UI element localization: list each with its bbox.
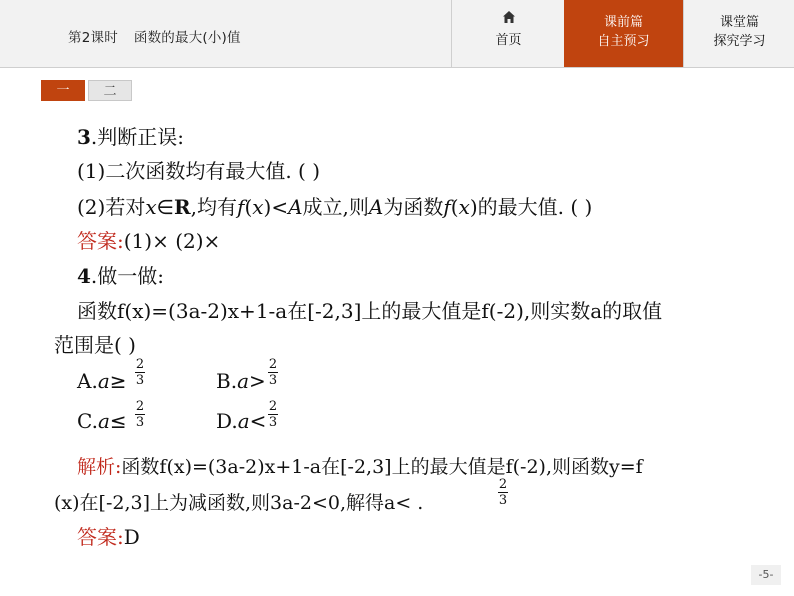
q3-item-2 <box>77 194 592 220</box>
var-a: a <box>237 409 250 433</box>
set-r: R <box>174 195 191 219</box>
option-letter: D. <box>216 409 238 433</box>
nav-home-label: 首页 <box>495 33 522 48</box>
q3-title <box>77 124 184 150</box>
var-x: x <box>458 195 470 219</box>
var-f: f <box>237 195 245 219</box>
lesson-number: 第2课时 <box>68 30 118 46</box>
element-of-symbol: ∈ <box>156 195 175 219</box>
q3-number: 3 <box>77 125 91 149</box>
var-f: f <box>443 195 451 219</box>
text-run: 成立,则 <box>302 195 369 219</box>
q4-stem-line-2: 范围是( ) <box>54 333 136 357</box>
var-a: a <box>97 409 110 433</box>
tab-section-1[interactable]: 一 <box>41 80 85 101</box>
analysis-line-2: (x)在[-2,3]上为减函数,则3a-2<0,解得a< . <box>54 492 424 514</box>
q3-item-1: (1)二次函数均有最大值. ( ) <box>77 159 321 183</box>
text-run: )< <box>263 195 289 219</box>
q4-stem-line-1: 函数f(x)=(3a-2)x+1-a在[-2,3]上的最大值是f(-2),则实数a的取值 <box>77 299 663 323</box>
page-number: -5- <box>751 565 781 585</box>
text-run: 为函数 <box>383 195 444 219</box>
option-a <box>77 368 127 394</box>
option-letter: C. <box>77 409 98 433</box>
q3-answer-text: (1)× (2)× <box>123 229 221 253</box>
text-run: ( <box>244 195 253 219</box>
operator: > <box>249 369 266 393</box>
fraction-denominator: 3 <box>268 415 278 430</box>
q3-answer <box>77 228 220 254</box>
option-letter: A. <box>77 369 98 393</box>
nav-in-class-label-2: 探究学习 <box>713 34 766 49</box>
fraction-numerator: 2 <box>268 357 278 372</box>
nav-pre-class-label-1: 课前篇 <box>603 15 643 30</box>
text-run: )的最大值. ( ) <box>469 195 593 219</box>
var-x: x <box>145 195 157 219</box>
operator: ≤ <box>109 409 127 433</box>
var-a: a <box>97 369 110 393</box>
fraction-denominator: 3 <box>135 373 145 388</box>
option-c-fraction <box>135 400 145 429</box>
q4-answer-text: D <box>123 525 140 549</box>
text-run: ,均有 <box>190 195 238 219</box>
analysis-text-1: 函数f(x)=(3a-2)x+1-a在[-2,3]上的最大值是f(-2),则函数y=f <box>121 456 643 478</box>
option-letter: B. <box>216 369 238 393</box>
q4-title-text: .做一做: <box>90 264 165 288</box>
answer-label: 答案: <box>77 229 124 253</box>
fraction-numerator: 2 <box>135 357 145 372</box>
fraction-numerator: 2 <box>135 399 145 414</box>
analysis-line-1 <box>77 454 643 480</box>
var-a-upper: A <box>288 195 303 219</box>
analysis-fraction <box>498 478 508 507</box>
q3-title-text: .判断正误: <box>90 125 185 149</box>
fraction-numerator: 2 <box>498 477 508 492</box>
nav-pre-class-label-2: 自主预习 <box>597 34 650 49</box>
option-b-fraction <box>268 358 278 387</box>
q4-number: 4 <box>77 264 91 288</box>
option-c <box>77 408 127 434</box>
option-d <box>216 408 266 434</box>
text-run: ( <box>450 195 459 219</box>
nav-in-class-label-1: 课堂篇 <box>719 15 759 30</box>
q4-title <box>77 263 164 289</box>
option-b <box>216 368 266 394</box>
lesson-topic: 函数的最大(小)值 <box>133 30 241 46</box>
operator: ≥ <box>109 369 127 393</box>
q4-answer <box>77 524 140 550</box>
text-run: (2)若对 <box>77 195 146 219</box>
fraction-denominator: 3 <box>498 493 508 508</box>
option-a-fraction <box>135 358 145 387</box>
answer-label: 答案: <box>77 525 124 549</box>
fraction-numerator: 2 <box>268 399 278 414</box>
fraction-denominator: 3 <box>268 373 278 388</box>
tab-section-2[interactable]: 二 <box>88 80 132 101</box>
analysis-label: 解析: <box>77 456 122 478</box>
operator: < <box>249 409 267 433</box>
var-a-upper: A <box>368 195 384 219</box>
var-x: x <box>252 195 264 219</box>
fraction-denominator: 3 <box>135 415 145 430</box>
var-a: a <box>237 369 249 393</box>
option-d-fraction <box>268 400 278 429</box>
